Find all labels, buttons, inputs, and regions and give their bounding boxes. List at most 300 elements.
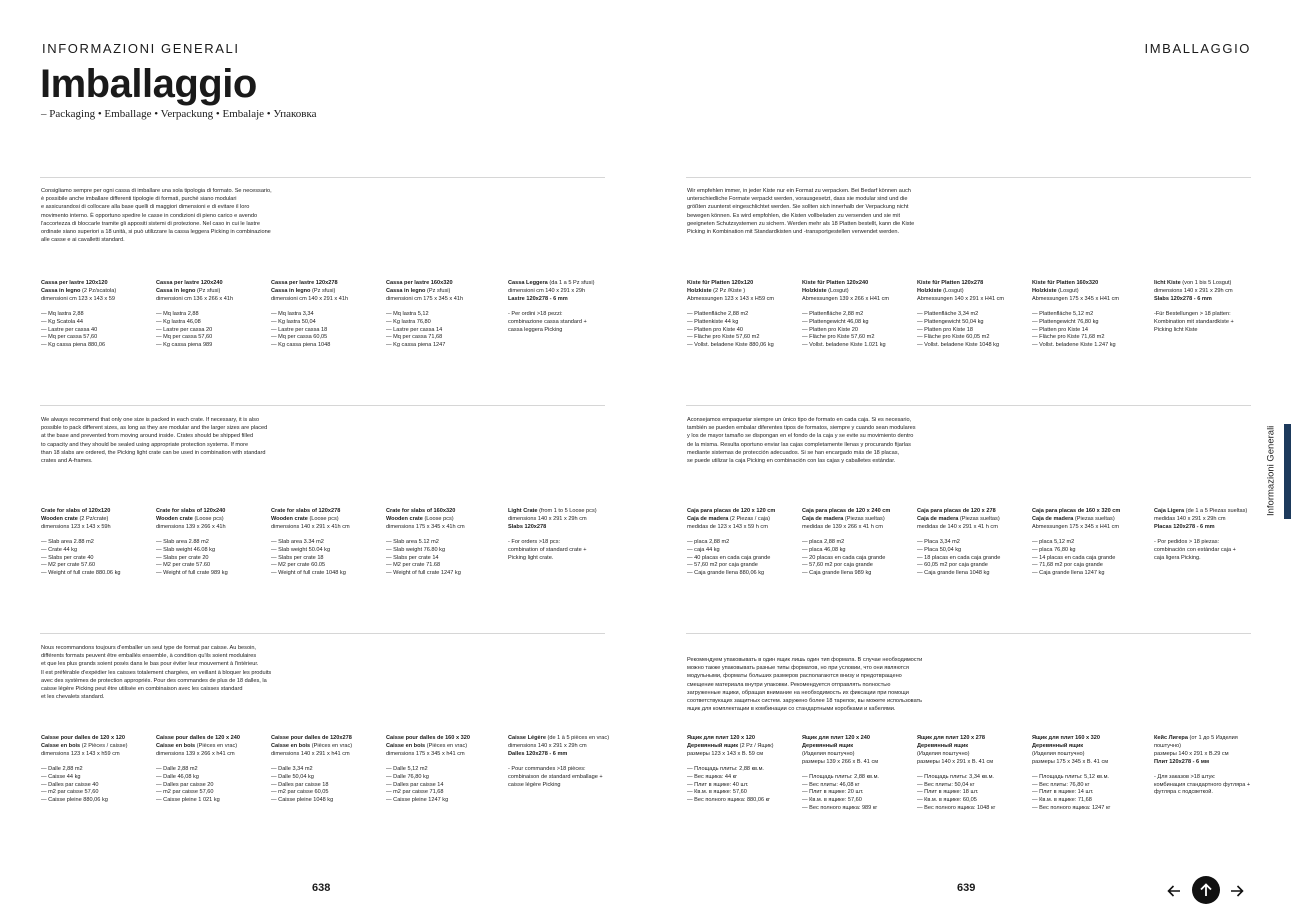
section-paragraph-ru: Рекомендуем упаковывать в один ящик лишь один тип формата. В случае необходимости можно также упаковывать разные типы форматов, но при условии, что они являются модульными, форматы больших размеров располагаются внизу и предотвращено смещение материала внутри упаковки. Рекомендуется отправлять полностью загруженные ящики, обращая внимание на необходимость их фиксации при помощи соответствующих защитных систем. заружено более 18 тарелок, вы можете использовать ящик для комплектации в комбинации со стандартными коробками и кабелями. (687, 657, 923, 713)
crate-spec-column (802, 508, 920, 578)
crate-spec-item: — Slabs per crate 20 (156, 554, 209, 561)
crate-spec-column (802, 735, 920, 813)
crate-spec-item: — Dalle 5,12 m2 (386, 765, 428, 772)
crate-spec-item: — 57,60 m2 por caja grande (802, 562, 873, 569)
crate-spec-type: Caja de madera (1032, 515, 1074, 522)
crate-spec-type: Wooden crate (41, 515, 78, 522)
crate-spec-dimensions: Abmessungen 123 x 143 x H59 cm (687, 295, 775, 302)
crate-spec-pieces: (Изделия поштучно) (1032, 750, 1085, 757)
crate-spec-type: Cassa in legno (156, 287, 196, 294)
crate-spec-title: Caisse pour dalles de 120 x 240 (156, 735, 240, 741)
crate-spec-column (41, 735, 159, 805)
crate-spec-type: Wooden crate (156, 515, 193, 522)
crate-spec-heading (508, 735, 636, 759)
crate-spec-item: — placa 76,80 kg (1032, 546, 1076, 553)
crate-spec-list (917, 311, 1035, 351)
crate-spec-column (271, 280, 389, 350)
crate-spec-dimensions: dimensioni cm 123 x 143 x 59 (41, 295, 116, 302)
crate-spec-list (41, 766, 159, 806)
crate-spec-item: — Dalle 46,08 kg (156, 773, 199, 780)
crate-spec-item: — Mq per cassa 57,60 (41, 334, 98, 341)
crate-spec-item: — Crate 44 kg (41, 546, 78, 553)
crate-spec-heading (1032, 735, 1150, 767)
crate-spec-item: — Dalle 50,04 kg (271, 773, 314, 780)
crate-spec-item: — Caisse pleine 1247 kg (386, 797, 449, 804)
header-section-label: INFORMAZIONI GENERALI (42, 41, 240, 56)
crate-spec-slab-format: Плит 120x278 - 6 мм (1154, 758, 1209, 765)
crate-spec-dimensions: medidas de 139 x 266 x 41 h cm (802, 523, 883, 530)
crate-spec-dimensions: dimensions 140 x 291 x 29h cm (1154, 287, 1233, 294)
crate-spec-dimensions: размеры 140 x 291 x В. 41 см (917, 758, 994, 765)
crate-spec-dimensions: Abmessungen 175 x 345 x H41 cm (1032, 295, 1120, 302)
crate-spec-list (1154, 774, 1282, 798)
crate-spec-title: licht Kiste (1154, 280, 1181, 286)
crate-spec-item: — Caisse pleine 1048 kg (271, 797, 334, 804)
crate-spec-list (917, 774, 1035, 814)
arrow-up-icon (1200, 883, 1212, 897)
crate-spec-item: — Площадь плиты: 2,88 кв.м. (687, 765, 764, 772)
crate-spec-dimensions: размеры 140 x 291 x В.29 см (1154, 750, 1229, 757)
crate-spec-item: — M2 per crate 57.60 (156, 562, 211, 569)
crate-spec-list (508, 311, 636, 335)
section-divider (40, 405, 605, 406)
page-number-right: 639 (957, 882, 976, 894)
crate-spec-item: — Dalles par caisse 18 (271, 781, 329, 788)
crate-spec-item: — Вес ящика: 44 кг (687, 773, 738, 780)
crate-spec-item: caja ligera Picking. (1154, 554, 1201, 561)
crate-spec-list (1154, 539, 1282, 563)
crate-spec-item: Picking light crate. (508, 554, 554, 561)
crate-spec-heading (156, 735, 274, 759)
crate-spec-type: Деревянный ящик (1032, 742, 1084, 749)
crate-spec-type: Cassa in legno (271, 287, 311, 294)
section-paragraph-es: Aconsejamos empaquetar siempre un único tipo de formato en cada caja. Si es necesario, también se pueden embalar diferentes tipos de formatos, siempre y cuando sean modulares y los de mayor tamaño se dispongan en el fondo de la caja y se evite su movimiento dentro de la misma. Resulta oportuno enviar las cajas completamente llenas y procurando fijarlas mediante sistemas de protección adecuados. Si se han encargado más de 18 placas, se puede utilizar la caja Picking en combinación con las cajas y caballetes estándar. (687, 417, 916, 465)
crate-spec-item: — Caisse pleine 880,06 kg (41, 797, 108, 804)
crate-spec-item: — Dalles par caisse 40 (41, 781, 99, 788)
crate-spec-list (386, 539, 504, 579)
crate-spec-heading (687, 508, 805, 532)
crate-spec-dimensions: Abmessungen 140 x 291 x H41 cm (917, 295, 1005, 302)
crate-spec-item: комбинация стандартного футляра + (1154, 781, 1251, 788)
crate-spec-title: Cassa per lastre 120x278 (271, 280, 338, 286)
crate-spec-item: — Kg cassa piena 1247 (386, 342, 446, 349)
crate-spec-column (917, 735, 1035, 813)
crate-spec-item: — m2 par caisse 57,60 (41, 789, 99, 796)
crate-spec-item: — Вес полного ящика: 1048 кг (917, 805, 996, 812)
crate-spec-item: — Plattenfläche 2,88 m2 (802, 310, 864, 317)
crate-spec-type: Caisse en bois (41, 742, 81, 749)
crate-spec-title: Ящик для плит 120 x 278 (917, 735, 986, 741)
crate-spec-item: — Plattenfläche 2,88 m2 (687, 310, 749, 317)
crate-spec-item: combinazione cassa standard + (508, 318, 587, 325)
crate-spec-item: cassa leggera Picking (508, 326, 563, 333)
crate-spec-column (41, 280, 159, 350)
crate-spec-column (386, 508, 504, 578)
crate-spec-item: — Fläche pro Kiste 60,05 m2 (917, 334, 990, 341)
crate-spec-column (271, 735, 389, 805)
crate-spec-item: — Lastre per cassa 40 (41, 326, 98, 333)
crate-spec-item: - For orders >18 pcs: (508, 538, 561, 545)
crate-spec-item: — Caja grande llena 1048 kg (917, 570, 990, 577)
crate-spec-heading (508, 280, 636, 304)
crate-spec-pieces: (2 Pz / Ящик) (738, 742, 774, 749)
crate-spec-item: — Dalle 76,80 kg (386, 773, 429, 780)
crate-spec-item: combinaison de standard emballage + (508, 773, 603, 780)
crate-spec-heading (271, 508, 389, 532)
crate-spec-item: — Плит в ящике: 40 шт. (687, 781, 749, 788)
crate-spec-item: — Slab area 2.88 m2 (41, 538, 94, 545)
crate-spec-item: — Plattenkiste 44 kg (687, 318, 739, 325)
crate-spec-type: Деревянный ящик (802, 742, 854, 749)
crate-spec-list (156, 766, 274, 806)
crate-spec-column (271, 508, 389, 578)
crate-spec-item: — placa 5,12 m2 (1032, 538, 1075, 545)
crate-spec-dimensions: dimensions 140 x 291 x 41h cm (271, 523, 350, 530)
crate-spec-title: Cassa per lastre 120x120 (41, 280, 108, 286)
crate-spec-title: Caisse pour dalles de 160 x 320 (386, 735, 470, 741)
crate-spec-title: Ящик для плит 160 x 320 (1032, 735, 1101, 741)
crate-spec-list (802, 774, 920, 814)
crate-spec-column (1032, 508, 1150, 578)
crate-spec-column (917, 280, 1035, 350)
crate-spec-title: Caja Ligera (1154, 508, 1185, 514)
crate-spec-item: — Кв.м. в ящике: 71,68 (1032, 797, 1092, 804)
crate-spec-item: — Kg lastra 76,80 (386, 318, 431, 325)
crate-spec-heading (386, 280, 504, 304)
crate-spec-item: — Mq per cassa 57,60 (156, 334, 213, 341)
crate-spec-item: — Fläche pro Kiste 57,60 m2 (802, 334, 875, 341)
crate-spec-title: Caisse Légère (508, 735, 546, 741)
crate-spec-title: Кейс Лигера (1154, 735, 1188, 741)
crate-spec-item: — Slab weight 76.80 kg (386, 546, 446, 553)
crate-spec-column (687, 735, 805, 805)
crate-spec-title: Crate for slabs of 120x120 (41, 508, 111, 514)
crate-spec-type: Holzkiste (1032, 287, 1057, 294)
crate-spec-item: — Mq lastra 3,34 (271, 310, 314, 317)
crate-spec-item: — Kg Scatola 44 (41, 318, 83, 325)
crate-spec-heading (917, 508, 1035, 532)
crate-spec-item: combination of standard crate + (508, 546, 587, 553)
next-page-button[interactable] (1226, 880, 1248, 902)
crate-spec-heading (156, 508, 274, 532)
crate-spec-item: — Dalle 2,88 m2 (41, 765, 83, 772)
crate-spec-type: Caisse en bois (386, 742, 426, 749)
crate-spec-item: — Vollst. beladene Kiste 1.247 kg (1032, 342, 1116, 349)
crate-spec-dimensions: размеры 139 x 266 x В. 41 см (802, 758, 879, 765)
crate-spec-type: Holzkiste (687, 287, 712, 294)
crate-spec-item: — Fläche pro Kiste 57,60 m2 (687, 334, 760, 341)
crate-spec-item: — Плит в ящике: 20 шт. (802, 789, 864, 796)
crate-spec-item: — Platten pro Kiste 18 (917, 326, 973, 333)
crate-spec-list (1032, 539, 1150, 579)
crate-spec-type: Caisse en bois (271, 742, 311, 749)
crate-spec-item: — Mq per cassa 71,68 (386, 334, 443, 341)
crate-spec-heading (1032, 280, 1150, 304)
crate-spec-item: — Fläche pro Kiste 71,68 m2 (1032, 334, 1105, 341)
crate-spec-item: футляра с подсветкой. (1154, 789, 1213, 796)
crate-spec-heading (508, 508, 636, 532)
crate-spec-title: Caja para placas de 120 x 278 (917, 508, 996, 514)
crate-spec-dimensions: medidas de 140 x 291 x 41 h cm (917, 523, 998, 530)
crate-spec-item: caisse légère Picking (508, 781, 561, 788)
crate-spec-item: — Platten pro Kiste 20 (802, 326, 858, 333)
crate-spec-item: — Plattengewicht 50,04 kg (917, 318, 984, 325)
crate-spec-type: Caja de madera (687, 515, 729, 522)
arrow-right-icon (1230, 885, 1244, 897)
crate-spec-item: — Slabs per crate 18 (271, 554, 324, 561)
crate-spec-heading (1154, 735, 1282, 767)
crate-spec-column (687, 280, 805, 350)
crate-spec-column (156, 735, 274, 805)
crate-spec-item: — Вес плиты: 46,08 кг (802, 781, 860, 788)
crate-spec-type: Caja de madera (917, 515, 959, 522)
crate-spec-list (271, 766, 389, 806)
crate-spec-pieces: (Pz sfusi) (195, 287, 221, 294)
crate-spec-column (508, 735, 636, 789)
crate-spec-list (687, 766, 805, 806)
crate-spec-list (41, 311, 159, 351)
section-paragraph-en: We always recommend that only one size is packed in each crate. If necessary, it is also possible to pack different sizes, as long as they are modular and the larger sizes are placed at the base and prevented from moving around inside. Crates should be shipped filled to capacity and they should be sealed using appropriate protection systems. If more than 18 slabs are ordered, the Picking light crate can be used in combination with standard crates and A-frames. (41, 417, 268, 465)
crate-spec-title: Cassa per lastre 160x320 (386, 280, 453, 286)
crate-spec-column (687, 508, 805, 578)
crate-spec-title: Caisse pour dalles de 120 x 120 (41, 735, 125, 741)
crate-spec-list (687, 311, 805, 351)
crate-spec-heading (1154, 280, 1282, 304)
sidebar-tab-marker[interactable] (1284, 424, 1291, 519)
crate-spec-slab-format: Dalles 120x278 - 6 mm (508, 750, 568, 757)
crate-spec-column (1032, 735, 1150, 813)
crate-spec-item: — Плит в ящике: 14 шт. (1032, 789, 1094, 796)
crate-spec-pieces: (2 Pz /Kiste ) (711, 287, 746, 294)
crate-spec-type: Деревянный ящик (917, 742, 969, 749)
crate-spec-item: — Slab weight 46.08 kg (156, 546, 216, 553)
page-subtitle: – Packaging • Emballage • Verpackung • Embalaje • Упаковка (41, 108, 317, 120)
crate-spec-list (1032, 774, 1150, 814)
crate-spec-heading (802, 508, 920, 532)
crate-spec-item: — placa 46,08 kg (802, 546, 846, 553)
crate-spec-type: Cassa in legno (386, 287, 426, 294)
crate-spec-item: — placa 2,88 m2 (687, 538, 730, 545)
crate-spec-pieces: (2 Pièces / caisse) (80, 742, 128, 749)
crate-spec-pieces: (Losgut) (826, 287, 849, 294)
sidebar-tab-label[interactable]: Informazioni Generali (1265, 425, 1277, 517)
crate-spec-heading (687, 280, 805, 304)
crate-spec-column (1154, 280, 1282, 334)
crate-spec-slab-format: Placas 120x278 - 6 mm (1154, 523, 1215, 530)
crate-spec-pieces: (Piezas sueltas) (843, 515, 885, 522)
crate-spec-type: Деревянный ящик (687, 742, 739, 749)
crate-spec-column (1032, 280, 1150, 350)
crate-spec-item: — Вес плиты: 50,04 кг (917, 781, 975, 788)
crate-spec-item: — Вес полного ящика: 1247 кг (1032, 805, 1111, 812)
crate-spec-item: — Кв.м. в ящике: 60,05 (917, 797, 977, 804)
crate-spec-heading (156, 280, 274, 304)
crate-spec-item: — Plattengewicht 46,08 kg (802, 318, 869, 325)
crate-spec-item: — Mq lastra 2,88 (41, 310, 84, 317)
crate-spec-slab-format: Slabs 120x278 (508, 523, 547, 530)
crate-spec-column (802, 280, 920, 350)
crate-spec-heading (917, 735, 1035, 767)
crate-spec-item: - Для заказов >18 штук: (1154, 773, 1216, 780)
crate-spec-type: Wooden crate (386, 515, 423, 522)
crate-spec-title: Cassa Leggera (508, 280, 548, 286)
crate-spec-heading (41, 508, 159, 532)
crate-spec-type: Holzkiste (917, 287, 942, 294)
crate-spec-item: — Плит в ящике: 18 шт. (917, 789, 979, 796)
crate-spec-dimensions: dimensions 123 x 143 x h59 cm (41, 750, 120, 757)
crate-spec-item: — Кв.м. в ящике: 57,60 (802, 797, 862, 804)
crate-spec-item: — m2 par caisse 71,68 (386, 789, 444, 796)
crate-spec-heading (271, 280, 389, 304)
section-divider (40, 633, 605, 634)
crate-spec-column (386, 280, 504, 350)
crate-spec-pieces: (Losgut) (941, 287, 964, 294)
crate-spec-column (917, 508, 1035, 578)
crate-spec-item: — Caja grande llena 989 kg (802, 570, 872, 577)
crate-spec-heading (386, 508, 504, 532)
crate-spec-dimensions: dimensions 140 x 291 x h41 cm (271, 750, 350, 757)
crate-spec-item: combinación con estándar caja + (1154, 546, 1236, 553)
section-divider (686, 405, 1251, 406)
crate-spec-item: — 71,68 m2 por caja grande (1032, 562, 1103, 569)
crate-spec-type: Cassa in legno (41, 287, 81, 294)
crate-spec-list (508, 766, 636, 790)
crate-spec-item: — Вес плиты: 76,80 кг (1032, 781, 1090, 788)
crate-spec-title: Kiste für Platten 120x240 (802, 280, 869, 286)
crate-spec-heading (41, 735, 159, 759)
crate-spec-item: — Weight of full crate 1247 kg (386, 570, 461, 577)
crate-spec-item: — Plattengewicht 76,80 kg (1032, 318, 1099, 325)
crate-spec-item: — Caja grande llena 880,06 kg (687, 570, 765, 577)
crate-spec-item: — Slab area 2.88 m2 (156, 538, 209, 545)
crate-spec-item: Kombination mit standardkiste + (1154, 318, 1234, 325)
crate-spec-dimensions: dimensioni cm 140 x 291 x 29h (508, 287, 586, 294)
crate-spec-item: — Площадь плиты: 5,12 кв.м. (1032, 773, 1109, 780)
arrow-left-icon (1167, 885, 1181, 897)
crate-spec-qty-note: (от 1 до 5 Изделия поштучно) (1154, 735, 1238, 749)
crate-spec-pieces: (Pz sfusi) (310, 287, 336, 294)
crate-spec-heading (271, 735, 389, 759)
crate-spec-dimensions: dimensions 175 x 345 x h41 cm (386, 750, 465, 757)
crate-spec-item: — Vollst. beladene Kiste 880,06 kg (687, 342, 774, 349)
crate-spec-qty-note: (from 1 to 5 Loose pcs) (537, 508, 597, 514)
crate-spec-item: — Caisse 44 kg (41, 773, 81, 780)
crate-spec-title: Ящик для плит 120 x 120 (687, 735, 756, 741)
crate-spec-dimensions: Abmessungen 175 x 345 x H41 cm (1032, 523, 1120, 530)
crate-spec-item: — Dalle 2,88 m2 (156, 765, 198, 772)
crate-spec-item: - Pour commandes >18 pièces: (508, 765, 586, 772)
crate-spec-list (156, 311, 274, 351)
crate-spec-list (508, 539, 636, 563)
crate-spec-title: Light Crate (508, 508, 538, 514)
crate-spec-pieces: (Изделия поштучно) (802, 750, 855, 757)
scroll-top-button[interactable] (1192, 876, 1220, 904)
crate-spec-heading (917, 280, 1035, 304)
crate-spec-list (386, 766, 504, 806)
crate-spec-item: — Lastre per cassa 20 (156, 326, 213, 333)
crate-spec-list (802, 539, 920, 579)
crate-spec-item: — Plattenfläche 3,34 m2 (917, 310, 979, 317)
crate-spec-item: — Kg cassa piena 989 (156, 342, 213, 349)
crate-spec-qty-note: (de 1 a 5 Piezas sueltas) (1184, 508, 1248, 514)
crate-spec-item: — Площадь плиты: 2,88 кв.м. (802, 773, 879, 780)
crate-spec-pieces: (2 Pz/scatola) (80, 287, 117, 294)
crate-spec-list (156, 539, 274, 579)
crate-spec-pieces: (Изделия поштучно) (917, 750, 970, 757)
crate-spec-list (1154, 311, 1282, 335)
crate-spec-qty-note: (de 1 à 5 pièces en vrac) (545, 735, 610, 741)
crate-spec-heading (687, 735, 805, 759)
crate-spec-item: — Placa 50,04 kg (917, 546, 962, 553)
crate-spec-item: — Lastre per cassa 18 (271, 326, 328, 333)
crate-spec-dimensions: dimensions 175 x 345 x 41h cm (386, 523, 465, 530)
crate-spec-title: Crate for slabs of 120x278 (271, 508, 341, 514)
crate-spec-column (156, 280, 274, 350)
crate-spec-dimensions: размеры 175 x 345 x В. 41 см (1032, 758, 1109, 765)
crate-spec-item: -Für Bestellungen > 18 platten: (1154, 310, 1231, 317)
crate-spec-title: Crate for slabs of 160x320 (386, 508, 456, 514)
crate-spec-item: — Caja grande llena 1247 kg (1032, 570, 1105, 577)
crate-spec-item: — Slabs per crate 14 (386, 554, 439, 561)
crate-spec-column (156, 508, 274, 578)
section-paragraph-fr: Nous recommandons toujours d'emballer un seul type de format par caisse. Au besoin, différents formats peuvent être emballés ensemble, à condition qu'ils soient modulaires et que les plus grands soient posés dans le bas pour éviter leur mouvement à l'intérieur. Il est préférable d'expédier les caisses totalement chargées, en veillant à bloquer les produits avec des systèmes de protection appropriés. Pour des commandes de plus de 18 dalles, la caisse légère Picking peut être utilisée en combinaison avec les caisses standard et les chevalets standard. (41, 645, 272, 701)
crate-spec-title: Cassa per lastre 120x240 (156, 280, 223, 286)
crate-spec-list (41, 539, 159, 579)
crate-spec-pieces: (Losgut) (1056, 287, 1079, 294)
crate-spec-title: Caja para placas de 160 x 320 cm (1032, 508, 1121, 514)
crate-spec-title: Caja para placas de 120 x 120 cm (687, 508, 776, 514)
crate-spec-column (41, 508, 159, 578)
crate-spec-title: Caja para placas de 120 x 240 cm (802, 508, 891, 514)
crate-spec-heading (802, 735, 920, 767)
crate-spec-type: Holzkiste (802, 287, 827, 294)
crate-spec-pieces: (Loose pcs) (192, 515, 224, 522)
crate-spec-item: — 20 placas en cada caja grande (802, 554, 886, 561)
crate-spec-pieces: (Pièces en vrac) (425, 742, 468, 749)
crate-spec-type: Caja de madera (802, 515, 844, 522)
header-chapter-label: IMBALLAGGIO (1144, 41, 1251, 56)
crate-spec-item: — Kg cassa piena 880,06 (41, 342, 106, 349)
crate-spec-item: — Kg lastra 46,08 (156, 318, 201, 325)
crate-spec-item: — placa 2,88 m2 (802, 538, 845, 545)
crate-spec-item: — Weight of full crate 880.06 kg (41, 570, 121, 577)
crate-spec-item: — Dalle 3,34 m2 (271, 765, 313, 772)
crate-spec-dimensions: dimensions 139 x 266 x 41h (156, 523, 226, 530)
crate-spec-dimensions: dimensions 140 x 291 x 29h cm (508, 515, 587, 522)
crate-spec-title: Caisse pour dalles de 120x278 (271, 735, 352, 741)
crate-spec-title: Kiste für Platten 120x278 (917, 280, 984, 286)
crate-spec-type: Caisse en bois (156, 742, 196, 749)
crate-spec-list (687, 539, 805, 579)
crate-spec-item: — Slab area 5.12 m2 (386, 538, 439, 545)
crate-spec-item: — Dalles par caisse 14 (386, 781, 444, 788)
crate-spec-list (271, 539, 389, 579)
crate-spec-item: — Mq per cassa 60,05 (271, 334, 328, 341)
crate-spec-column (508, 508, 636, 562)
crate-spec-pieces: (Pz sfusi) (425, 287, 451, 294)
crate-spec-item: — Plattenfläche 5,12 m2 (1032, 310, 1094, 317)
crate-spec-pieces: (Loose pcs) (422, 515, 454, 522)
prev-page-button[interactable] (1163, 880, 1185, 902)
crate-spec-list (917, 539, 1035, 579)
crate-spec-item: — M2 per crate 57.60 (41, 562, 96, 569)
crate-spec-dimensions: размеры 123 x 143 x В. 59 см (687, 750, 764, 757)
crate-spec-pieces: (2 Piezas / caja) (728, 515, 771, 522)
crate-spec-list (386, 311, 504, 351)
crate-spec-pieces: (Pièces en vrac) (310, 742, 353, 749)
crate-spec-item: — Mq lastra 2,88 (156, 310, 199, 317)
crate-spec-dimensions: dimensions 123 x 143 x 59h (41, 523, 111, 530)
